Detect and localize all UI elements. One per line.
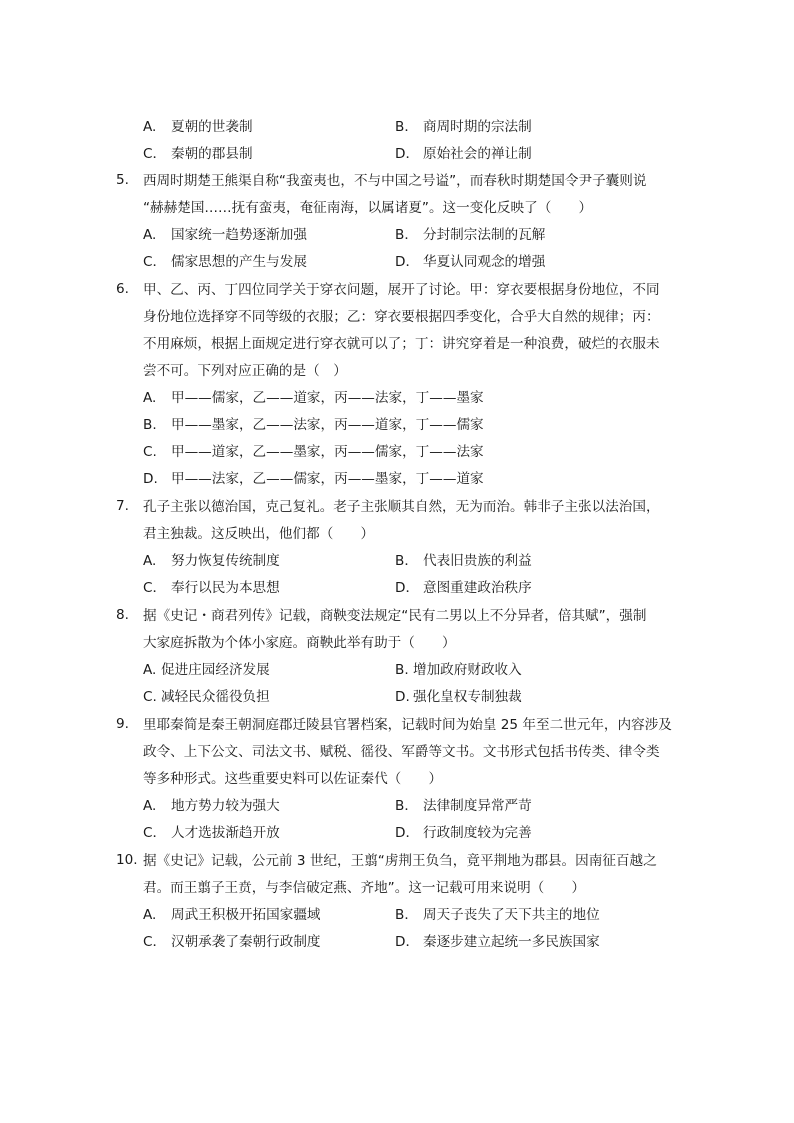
question-stem-line: 等多种形式。这些重要史料可以佐证秦代（ ） — [143, 771, 443, 787]
option-c — [143, 443, 484, 461]
option-c — [143, 688, 270, 706]
option-label: D． — [395, 580, 420, 596]
option-c — [143, 253, 307, 271]
option-label: C. — [143, 444, 157, 460]
option-text: 甲——儒家，乙——道家，丙——法家，丁——墨家 — [171, 390, 484, 406]
question-stem-line: 据《史记・商君列传》记载，商鞅变法规定“民有二男以上不分异者，倍其赋”，强制 — [143, 608, 647, 624]
question-stem-line: 甲、乙、丙、丁四位同学关于穿衣问题，展开了讨论。甲：穿衣要根据身份地位，不同 — [143, 282, 660, 298]
option-d — [395, 824, 532, 842]
option-label: A. — [143, 390, 157, 406]
question-stem-line: 大家庭拆散为个体小家庭。商鞅此举有助于（ ） — [143, 635, 456, 651]
option-text: 国家统一趋势逐渐加强 — [171, 227, 307, 243]
question-stem-line: 据《史记》记载，公元前 3 世纪，王翦“虏荆王负刍，竟平荆地为郡县。因南征百越之 — [143, 853, 657, 869]
option-label: B． — [395, 798, 418, 814]
option-label: D． — [395, 825, 420, 841]
option-text: 强化皇权专制独裁 — [413, 689, 522, 705]
option-text: 汉朝承袭了秦朝行政制度 — [171, 934, 321, 950]
option-c — [143, 933, 321, 951]
option-text: 人才选拔渐趋开放 — [171, 825, 280, 841]
option-a — [143, 661, 270, 679]
option-text: 夏朝的世袭制 — [171, 119, 253, 135]
option-text: 原始社会的禅让制 — [423, 146, 532, 162]
option-label: B. — [395, 662, 409, 678]
question-stem-line: 身份地位选择穿不同等级的衣服；乙：穿衣要根据四季变化，合乎大自然的规律；丙： — [143, 309, 660, 325]
option-label: D． — [395, 934, 420, 950]
option-d — [395, 579, 532, 597]
option-label: C． — [143, 934, 167, 950]
option-b — [395, 118, 532, 136]
option-text: 促进庄园经济发展 — [161, 662, 270, 678]
question-stem-line: 君。而王翦子王贲，与李信破定燕、齐地”。这一记载可用来说明（ ） — [143, 880, 586, 896]
question-stem-line: 西周时期楚王熊渠自称“我蛮夷也，不与中国之号谥”，而春秋时期楚国令尹子囊则说 — [143, 173, 647, 189]
question-number: 7. — [116, 498, 129, 514]
question-stem-line: 君主独裁。这反映出，他们都（ ） — [143, 526, 375, 542]
question-stem-line: 尝不可。下列对应正确的是（ ） — [143, 363, 347, 379]
option-text: 秦朝的郡县制 — [171, 146, 253, 162]
option-b — [395, 552, 532, 570]
option-text: 华夏认同观念的增强 — [423, 254, 546, 270]
question-number: 9. — [116, 716, 129, 732]
option-label: D． — [395, 254, 420, 270]
option-label: C． — [143, 825, 167, 841]
option-text: 甲——道家，乙——墨家，丙——儒家，丁——法家 — [171, 444, 484, 460]
option-text: 儒家思想的产生与发展 — [171, 254, 307, 270]
option-label: C. — [143, 689, 157, 705]
option-d — [395, 933, 600, 951]
option-label: A. — [143, 798, 157, 814]
option-b — [395, 797, 532, 815]
question-number: 8. — [116, 607, 129, 623]
option-label: C． — [143, 580, 167, 596]
option-d — [395, 253, 545, 271]
option-b — [395, 906, 600, 924]
option-text: 周武王积极开拓国家疆域 — [171, 907, 321, 923]
question-number: 6. — [116, 281, 129, 297]
option-label: C． — [143, 146, 167, 162]
option-text: 行政制度较为完善 — [423, 825, 532, 841]
option-text: 法律制度异常严苛 — [423, 798, 532, 814]
option-b — [395, 226, 545, 244]
question-number: 5. — [116, 172, 129, 188]
option-text: 周天子丧失了天下共主的地位 — [423, 907, 600, 923]
option-label: D. — [395, 689, 410, 705]
option-a — [143, 226, 307, 244]
option-a — [143, 389, 484, 407]
option-c — [143, 824, 280, 842]
option-text: 商周时期的宗法制 — [423, 119, 532, 135]
option-c — [143, 145, 253, 163]
question-stem-line: 政令、上下公文、司法文书、赋税、徭役、军爵等文书。文书形式包括书传类、律令类 — [143, 744, 660, 760]
question-stem-line: 孔子主张以德治国，克己复礼。老子主张顺其自然，无为而治。韩非子主张以法治国， — [143, 499, 660, 515]
option-label: A. — [143, 553, 157, 569]
option-label: B． — [395, 119, 418, 135]
option-label: B. — [143, 417, 157, 433]
option-d — [395, 145, 532, 163]
option-text: 地方势力较为强大 — [171, 798, 280, 814]
question-number: 10. — [116, 852, 138, 868]
option-c — [143, 579, 280, 597]
option-text: 减轻民众徭役负担 — [161, 689, 270, 705]
option-text: 增加政府财政收入 — [413, 662, 522, 678]
option-a — [143, 552, 280, 570]
option-b — [395, 661, 522, 679]
option-label: A. — [143, 227, 157, 243]
option-text: 努力恢复传统制度 — [171, 553, 280, 569]
question-stem-line: 里耶秦简是秦王朝洞庭郡迁陵县官署档案，记载时间为始皇 25 年至二世元年，内容涉及 — [143, 717, 672, 733]
option-label: A. — [143, 662, 157, 678]
option-label: B． — [395, 227, 418, 243]
option-a — [143, 118, 253, 136]
option-text: 甲——墨家，乙——法家，丙——道家，丁——儒家 — [171, 417, 484, 433]
option-label: D． — [395, 146, 420, 162]
option-label: D. — [143, 471, 158, 487]
question-stem-line: “赫赫楚国……抚有蛮夷，奄征南海，以属诸夏”。这一变化反映了（ ） — [143, 200, 593, 216]
option-a — [143, 906, 321, 924]
option-d — [395, 688, 522, 706]
option-text: 甲——法家，乙——儒家，丙——墨家，丁——道家 — [171, 471, 484, 487]
option-d — [143, 470, 484, 488]
question-stem-line: 不用麻烦，根据上面规定进行穿衣就可以了；丁：讲究穿着是一种浪费，破烂的衣服未 — [143, 336, 660, 352]
option-label: A. — [143, 907, 157, 923]
option-text: 代表旧贵族的利益 — [423, 553, 532, 569]
option-b — [143, 416, 484, 434]
option-label: A. — [143, 119, 157, 135]
option-label: C． — [143, 254, 167, 270]
option-text: 意图重建政治秩序 — [423, 580, 532, 596]
option-label: B． — [395, 553, 418, 569]
option-label: B． — [395, 907, 418, 923]
option-text: 奉行以民为本思想 — [171, 580, 280, 596]
option-text: 分封制宗法制的瓦解 — [423, 227, 546, 243]
option-a — [143, 797, 280, 815]
option-text: 秦逐步建立起统一多民族国家 — [423, 934, 600, 950]
